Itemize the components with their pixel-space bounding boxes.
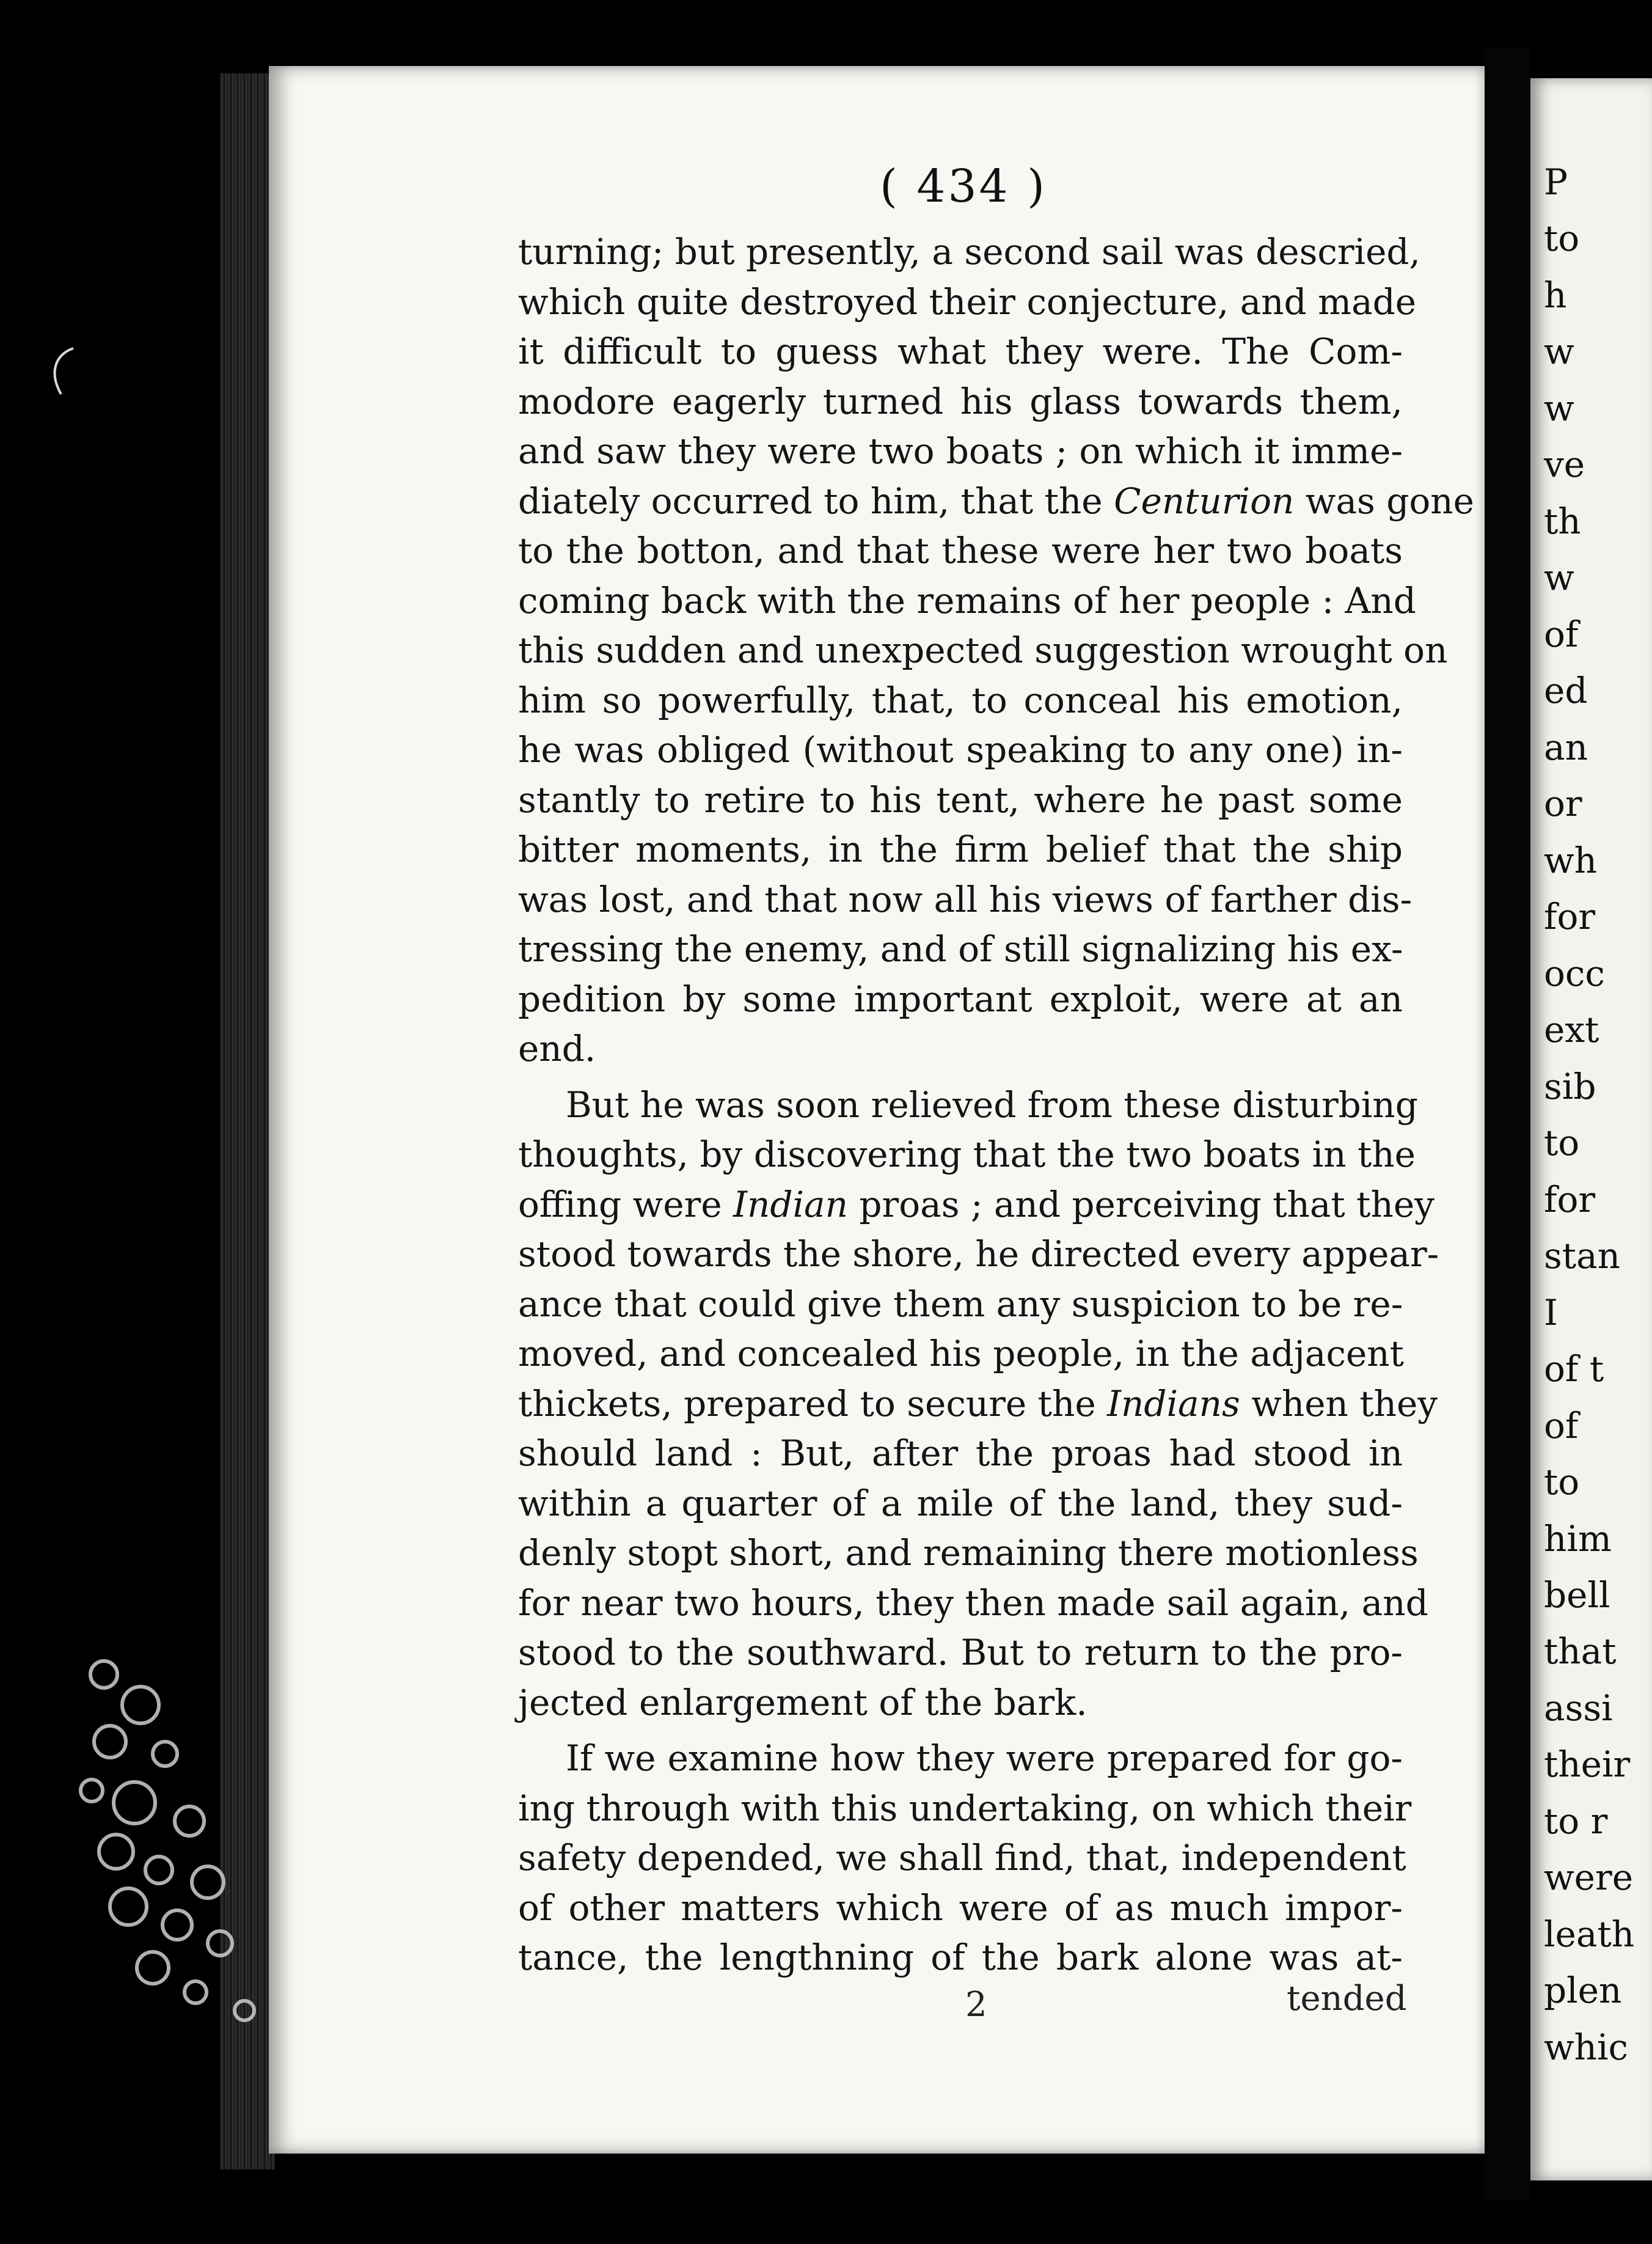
facing-page-text-fragment: w bbox=[1544, 387, 1574, 429]
facing-page-fragment bbox=[1530, 78, 1652, 2180]
page-number: ( 434 ) bbox=[880, 160, 1048, 213]
facing-page-text-fragment: to r bbox=[1544, 1800, 1608, 1842]
facing-page-text-fragment: for bbox=[1544, 896, 1596, 938]
facing-page-text-fragment: that bbox=[1544, 1630, 1617, 1673]
facing-page-text-fragment: whic bbox=[1544, 2026, 1629, 2068]
paragraph-gap bbox=[518, 1074, 1403, 1080]
facing-page-text-fragment: wh bbox=[1544, 839, 1597, 881]
facing-page-text-fragment: or bbox=[1544, 783, 1582, 825]
facing-page-text-fragment: assi bbox=[1544, 1687, 1613, 1729]
text-line: was lost, and that now all his views of farther dis- bbox=[518, 878, 1413, 920]
facing-page-text-fragment: to bbox=[1544, 1122, 1580, 1164]
text-line: it difficult to guess what they were. The Com- bbox=[518, 331, 1403, 372]
text-line: within a quarter of a mile of the land, they sud- bbox=[518, 1482, 1403, 1524]
text-line: ance that could give them any suspicion to be re- bbox=[518, 1283, 1403, 1325]
paragraph-gap bbox=[518, 1728, 1403, 1734]
text-line: pedition by some important exploit, were at an bbox=[518, 978, 1403, 1020]
text-line: and saw they were two boats ; on which it imme- bbox=[518, 430, 1403, 472]
body-text bbox=[518, 227, 1474, 1983]
facing-page-text-fragment: ed bbox=[1544, 670, 1588, 712]
facing-page-text-fragment: occ bbox=[1544, 952, 1605, 994]
facing-page-text-fragment: sib bbox=[1544, 1065, 1596, 1107]
damage-stain-icon bbox=[67, 1650, 287, 2029]
facing-page-text-fragment: P bbox=[1544, 161, 1568, 203]
text-line: tance, the lengthning of the bark alone was at- bbox=[518, 1937, 1403, 1978]
text-line: bitter moments, in the firm belief that the ship bbox=[518, 829, 1403, 870]
text-line: tressing the enemy, and of still signalizing his ex- bbox=[518, 928, 1403, 970]
text-line: to the botton, and that these were her two boats bbox=[518, 530, 1403, 571]
text-line: coming back with the remains of her people : And bbox=[518, 579, 1416, 622]
facing-page-text-fragment: w bbox=[1544, 557, 1574, 599]
signature-mark: 2 bbox=[965, 1985, 987, 2025]
text-line: jected enlargement of the bark. bbox=[518, 1681, 1087, 1723]
facing-page-text-fragment: I bbox=[1544, 1291, 1558, 1333]
facing-page-text-fragment: their bbox=[1544, 1744, 1631, 1786]
text-line: stantly to retire to his tent, where he past some bbox=[518, 779, 1403, 821]
text-line: of other matters which were of as much impor- bbox=[518, 1887, 1403, 1929]
text-line: which quite destroyed their conjecture, and made bbox=[518, 280, 1417, 323]
text-line: moved, and concealed his people, in the adjacent bbox=[518, 1333, 1404, 1374]
text-line: stood towards the shore, he directed every appear- bbox=[518, 1233, 1439, 1275]
facing-page-text-fragment: th bbox=[1544, 500, 1581, 542]
text-line: end. bbox=[518, 1028, 596, 1069]
text-line: for near two hours, they then made sail again, and bbox=[518, 1582, 1428, 1624]
text-line: thickets, prepared to secure the Indians when they bbox=[518, 1382, 1438, 1425]
catchword: tended bbox=[1287, 1979, 1407, 2019]
facing-page-text-fragment: of t bbox=[1544, 1348, 1604, 1390]
facing-page-text-fragment: h bbox=[1544, 274, 1567, 316]
facing-page-text-fragment: leath bbox=[1544, 1913, 1635, 1955]
facing-page-text-fragment: ve bbox=[1544, 444, 1585, 486]
text-line: should land : But, after the proas had stood in bbox=[518, 1432, 1403, 1474]
book-gutter bbox=[1485, 49, 1530, 2200]
facing-page-text-fragment: for bbox=[1544, 1178, 1596, 1220]
text-line: But he was soon relieved from these disturbing bbox=[566, 1084, 1418, 1126]
facing-page-text-fragment: w bbox=[1544, 331, 1574, 373]
text-line: diately occurred to him, that the Centurion was gone bbox=[518, 480, 1474, 522]
text-line: ing through with this undertaking, on which their bbox=[518, 1787, 1412, 1829]
facing-page-text-fragment: of bbox=[1544, 1404, 1579, 1447]
facing-page-text-fragment: to bbox=[1544, 218, 1580, 260]
text-line: stood to the southward. But to return to the pro- bbox=[518, 1632, 1403, 1673]
facing-page-text-fragment: ext bbox=[1544, 1009, 1599, 1051]
text-line: denly stopt short, and remaining there motionless bbox=[518, 1532, 1419, 1574]
text-line: him so powerfully, that, to conceal his emotion, bbox=[518, 679, 1403, 721]
facing-page-text-fragment: were bbox=[1544, 1857, 1634, 1899]
text-line: offing were Indian proas ; and perceiving that they bbox=[518, 1183, 1435, 1225]
text-line: this sudden and unexpected suggestion wrought on bbox=[518, 629, 1448, 671]
facing-page-text-fragment: him bbox=[1544, 1517, 1612, 1560]
scan-artifact-mark bbox=[43, 342, 79, 397]
text-line: he was obliged (without speaking to any one) in- bbox=[518, 729, 1403, 771]
facing-page-text-fragment: plen bbox=[1544, 1970, 1622, 2012]
text-line: thoughts, by discovering that the two boats in the bbox=[518, 1134, 1416, 1175]
text-line: safety depended, we shall find, that, independent bbox=[518, 1837, 1406, 1879]
facing-page-text-fragment: stan bbox=[1544, 1235, 1621, 1277]
text-line: If we examine how they were prepared for go- bbox=[566, 1737, 1403, 1779]
facing-page-text-fragment: bell bbox=[1544, 1574, 1610, 1616]
text-line: modore eagerly turned his glass towards them, bbox=[518, 380, 1403, 422]
text-line: turning; but presently, a second sail was descried, bbox=[518, 231, 1420, 273]
facing-page-text-fragment: an bbox=[1544, 726, 1588, 768]
facing-page-text-fragment: of bbox=[1544, 613, 1579, 655]
facing-page-text-fragment: to bbox=[1544, 1461, 1580, 1503]
